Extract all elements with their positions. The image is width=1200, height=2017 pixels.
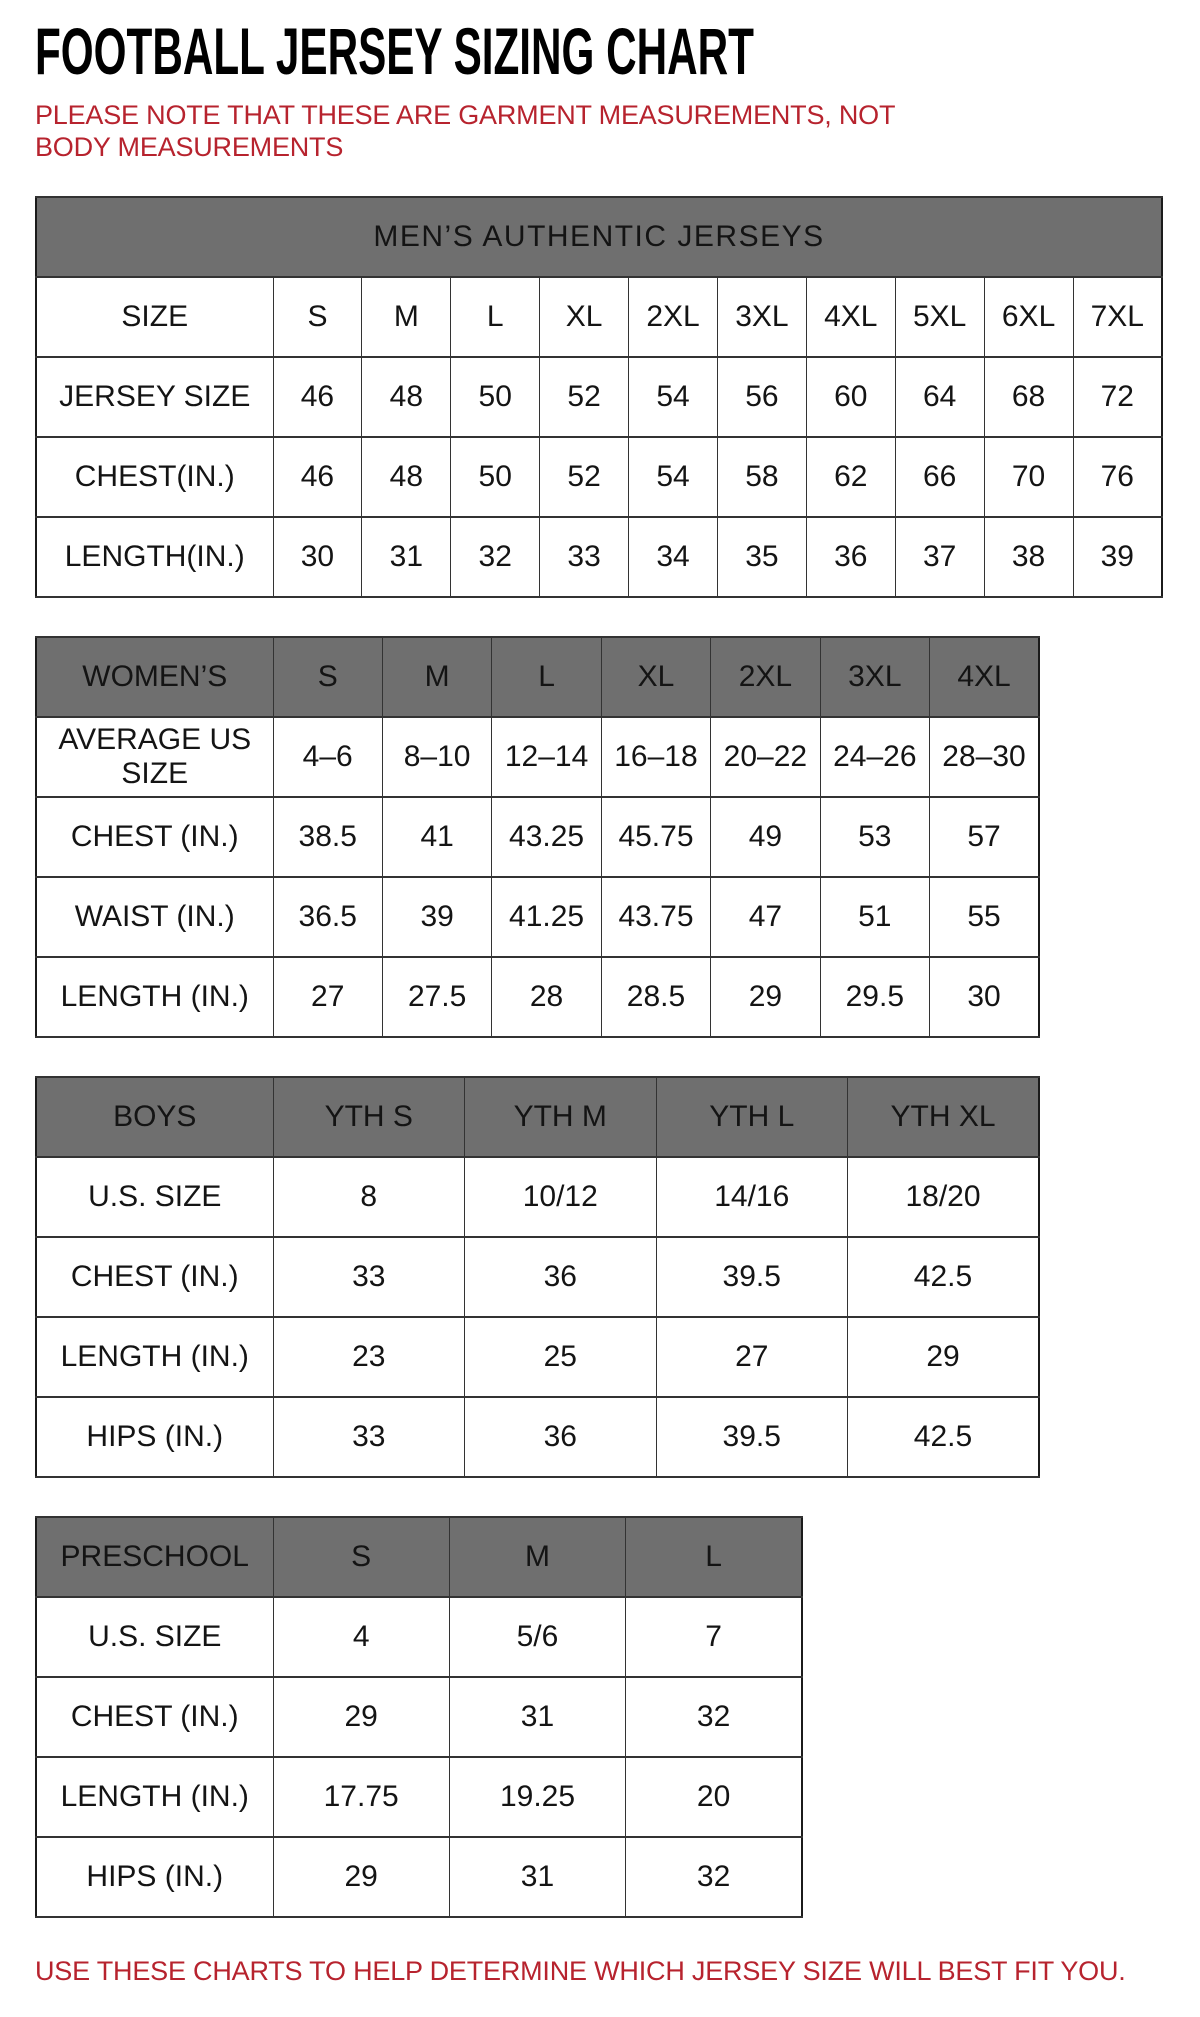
mens-cell-value: 60 — [806, 357, 895, 437]
mens-cell-value: 64 — [895, 357, 984, 437]
preschool-cell-value: 32 — [626, 1677, 802, 1757]
womens-size-header: 3XL — [820, 637, 929, 717]
mens-table-title: MEN’S AUTHENTIC JERSEYS — [36, 197, 1162, 277]
mens-cell-value: 3XL — [717, 277, 806, 357]
mens-cell-value: 5XL — [895, 277, 984, 357]
preschool-data-row — [36, 1757, 802, 1837]
mens-cell-value: 34 — [629, 517, 718, 597]
boys-data-row — [36, 1237, 1039, 1317]
boys-cell-value: 42.5 — [848, 1397, 1040, 1477]
mens-cell-value: 48 — [362, 357, 451, 437]
mens-cell-value: 54 — [629, 437, 718, 517]
boys-cell-value: 33 — [273, 1237, 465, 1317]
mens-cell-value: XL — [540, 277, 629, 357]
womens-cell-value: 53 — [820, 797, 929, 877]
womens-cell-value: 38.5 — [273, 797, 382, 877]
womens-size-header: S — [273, 637, 382, 717]
womens-cell-value: 39 — [382, 877, 491, 957]
mens-cell-value: L — [451, 277, 540, 357]
mens-cell-value: 7XL — [1073, 277, 1162, 357]
garment-measurement-note: PLEASE NOTE THAT THESE ARE GARMENT MEASUREMENTS, NOT BODY MEASUREMENTS — [35, 100, 895, 162]
womens-cell-value: 43.75 — [601, 877, 710, 957]
preschool-size-header: L — [626, 1517, 802, 1597]
womens-cell-value: 49 — [711, 797, 820, 877]
mens-cell-value: 4XL — [806, 277, 895, 357]
womens-cell-value: 30 — [930, 957, 1039, 1037]
boys-row-label: U.S. SIZE — [36, 1157, 273, 1237]
boys-data-row — [36, 1157, 1039, 1237]
mens-cell-value: 36 — [806, 517, 895, 597]
womens-cell-value: 36.5 — [273, 877, 382, 957]
preschool-cell-value: 5/6 — [449, 1597, 625, 1677]
womens-size-header: 4XL — [930, 637, 1039, 717]
mens-cell-value: 58 — [717, 437, 806, 517]
boys-cell-value: 18/20 — [848, 1157, 1040, 1237]
boys-size-header: YTH M — [465, 1077, 657, 1157]
womens-data-row — [36, 877, 1039, 957]
womens-cell-value: 28.5 — [601, 957, 710, 1037]
preschool-cell-value: 7 — [626, 1597, 802, 1677]
preschool-data-row — [36, 1837, 802, 1917]
preschool-row-label: HIPS (IN.) — [36, 1837, 273, 1917]
womens-cell-value: 24–26 — [820, 717, 929, 797]
womens-cell-value: 41 — [382, 797, 491, 877]
mens-cell-value: 48 — [362, 437, 451, 517]
mens-cell-value: 50 — [451, 437, 540, 517]
preschool-data-row — [36, 1597, 802, 1677]
womens-cell-value: 29.5 — [820, 957, 929, 1037]
boys-cell-value: 25 — [465, 1317, 657, 1397]
mens-title-row — [36, 197, 1162, 277]
preschool-sizing-table — [35, 1516, 803, 1918]
boys-cell-value: 23 — [273, 1317, 465, 1397]
boys-cell-value: 42.5 — [848, 1237, 1040, 1317]
footer-note: USE THESE CHARTS TO HELP DETERMINE WHICH JERSEY SIZE WILL BEST FIT YOU. — [35, 1955, 1126, 1986]
preschool-cell-value: 32 — [626, 1837, 802, 1917]
mens-row-label: CHEST(IN.) — [36, 437, 273, 517]
mens-row-label: JERSEY SIZE — [36, 357, 273, 437]
womens-cell-value: 4–6 — [273, 717, 382, 797]
mens-cell-value: 30 — [273, 517, 362, 597]
boys-row-label: HIPS (IN.) — [36, 1397, 273, 1477]
boys-cell-value: 33 — [273, 1397, 465, 1477]
womens-cell-value: 27.5 — [382, 957, 491, 1037]
womens-cell-value: 28–30 — [930, 717, 1039, 797]
mens-data-row — [36, 437, 1162, 517]
womens-cell-value: 51 — [820, 877, 929, 957]
preschool-row-label: CHEST (IN.) — [36, 1677, 273, 1757]
mens-cell-value: 70 — [984, 437, 1073, 517]
womens-sizing-table — [35, 636, 1040, 1038]
boys-row-label: LENGTH (IN.) — [36, 1317, 273, 1397]
preschool-cell-value: 29 — [273, 1837, 449, 1917]
preschool-size-header: M — [449, 1517, 625, 1597]
preschool-cell-value: 31 — [449, 1837, 625, 1917]
mens-cell-value: 52 — [540, 357, 629, 437]
boys-cell-value: 14/16 — [656, 1157, 848, 1237]
preschool-cell-value: 31 — [449, 1677, 625, 1757]
mens-cell-value: 31 — [362, 517, 451, 597]
mens-data-row — [36, 517, 1162, 597]
mens-data-row — [36, 357, 1162, 437]
mens-cell-value: 76 — [1073, 437, 1162, 517]
womens-data-row — [36, 957, 1039, 1037]
mens-cell-value: 33 — [540, 517, 629, 597]
womens-data-row — [36, 717, 1039, 797]
boys-cell-value: 39.5 — [656, 1237, 848, 1317]
preschool-size-header: S — [273, 1517, 449, 1597]
womens-cell-value: 41.25 — [492, 877, 601, 957]
womens-cell-value: 8–10 — [382, 717, 491, 797]
mens-cell-value: 68 — [984, 357, 1073, 437]
page-title-text: FOOTBALL JERSEY SIZING CHART — [35, 14, 754, 88]
womens-row-label: WAIST (IN.) — [36, 877, 273, 957]
mens-cell-value: M — [362, 277, 451, 357]
boys-sizing-table — [35, 1076, 1040, 1478]
preschool-cell-value: 19.25 — [449, 1757, 625, 1837]
boys-cell-value: 27 — [656, 1317, 848, 1397]
preschool-cell-value: 29 — [273, 1677, 449, 1757]
boys-cell-value: 39.5 — [656, 1397, 848, 1477]
mens-cell-value: 52 — [540, 437, 629, 517]
mens-cell-value: 38 — [984, 517, 1073, 597]
preschool-cell-value: 20 — [626, 1757, 802, 1837]
womens-cell-value: 43.25 — [492, 797, 601, 877]
mens-cell-value: 2XL — [629, 277, 718, 357]
boys-cell-value: 10/12 — [465, 1157, 657, 1237]
boys-size-header: YTH S — [273, 1077, 465, 1157]
womens-size-header: 2XL — [711, 637, 820, 717]
boys-cell-value: 8 — [273, 1157, 465, 1237]
mens-cell-value: 39 — [1073, 517, 1162, 597]
womens-cell-value: 55 — [930, 877, 1039, 957]
mens-row-label: SIZE — [36, 277, 273, 357]
mens-cell-value: 72 — [1073, 357, 1162, 437]
preschool-header-label: PRESCHOOL — [36, 1517, 273, 1597]
womens-header-label: WOMEN’S — [36, 637, 273, 717]
womens-row-label: CHEST (IN.) — [36, 797, 273, 877]
womens-cell-value: 20–22 — [711, 717, 820, 797]
mens-data-row — [36, 277, 1162, 357]
womens-size-header: XL — [601, 637, 710, 717]
mens-cell-value: 66 — [895, 437, 984, 517]
womens-cell-value: 28 — [492, 957, 601, 1037]
mens-cell-value: 46 — [273, 357, 362, 437]
womens-cell-value: 45.75 — [601, 797, 710, 877]
preschool-header-row — [36, 1517, 802, 1597]
boys-size-header: YTH L — [656, 1077, 848, 1157]
mens-cell-value: 46 — [273, 437, 362, 517]
mens-cell-value: 6XL — [984, 277, 1073, 357]
boys-header-label: BOYS — [36, 1077, 273, 1157]
womens-cell-value: 47 — [711, 877, 820, 957]
mens-cell-value: 62 — [806, 437, 895, 517]
womens-size-header: L — [492, 637, 601, 717]
mens-cell-value: 56 — [717, 357, 806, 437]
boys-size-header: YTH XL — [848, 1077, 1040, 1157]
mens-authentic-jerseys-table — [35, 196, 1163, 598]
womens-cell-value: 29 — [711, 957, 820, 1037]
womens-cell-value: 16–18 — [601, 717, 710, 797]
preschool-cell-value: 17.75 — [273, 1757, 449, 1837]
boys-data-row — [36, 1317, 1039, 1397]
womens-header-row — [36, 637, 1039, 717]
boys-cell-value: 29 — [848, 1317, 1040, 1397]
boys-row-label: CHEST (IN.) — [36, 1237, 273, 1317]
mens-cell-value: 50 — [451, 357, 540, 437]
womens-size-header: M — [382, 637, 491, 717]
preschool-data-row — [36, 1677, 802, 1757]
mens-cell-value: 35 — [717, 517, 806, 597]
womens-cell-value: 57 — [930, 797, 1039, 877]
boys-cell-value: 36 — [465, 1237, 657, 1317]
boys-data-row — [36, 1397, 1039, 1477]
mens-cell-value: 54 — [629, 357, 718, 437]
womens-cell-value: 12–14 — [492, 717, 601, 797]
mens-row-label: LENGTH(IN.) — [36, 517, 273, 597]
womens-data-row — [36, 797, 1039, 877]
page-title — [35, 14, 1165, 88]
mens-cell-value: S — [273, 277, 362, 357]
preschool-row-label: LENGTH (IN.) — [36, 1757, 273, 1837]
preschool-row-label: U.S. SIZE — [36, 1597, 273, 1677]
womens-row-label: AVERAGE US SIZE — [36, 717, 273, 797]
boys-cell-value: 36 — [465, 1397, 657, 1477]
preschool-cell-value: 4 — [273, 1597, 449, 1677]
mens-cell-value: 32 — [451, 517, 540, 597]
boys-header-row — [36, 1077, 1039, 1157]
mens-cell-value: 37 — [895, 517, 984, 597]
womens-cell-value: 27 — [273, 957, 382, 1037]
womens-row-label: LENGTH (IN.) — [36, 957, 273, 1037]
